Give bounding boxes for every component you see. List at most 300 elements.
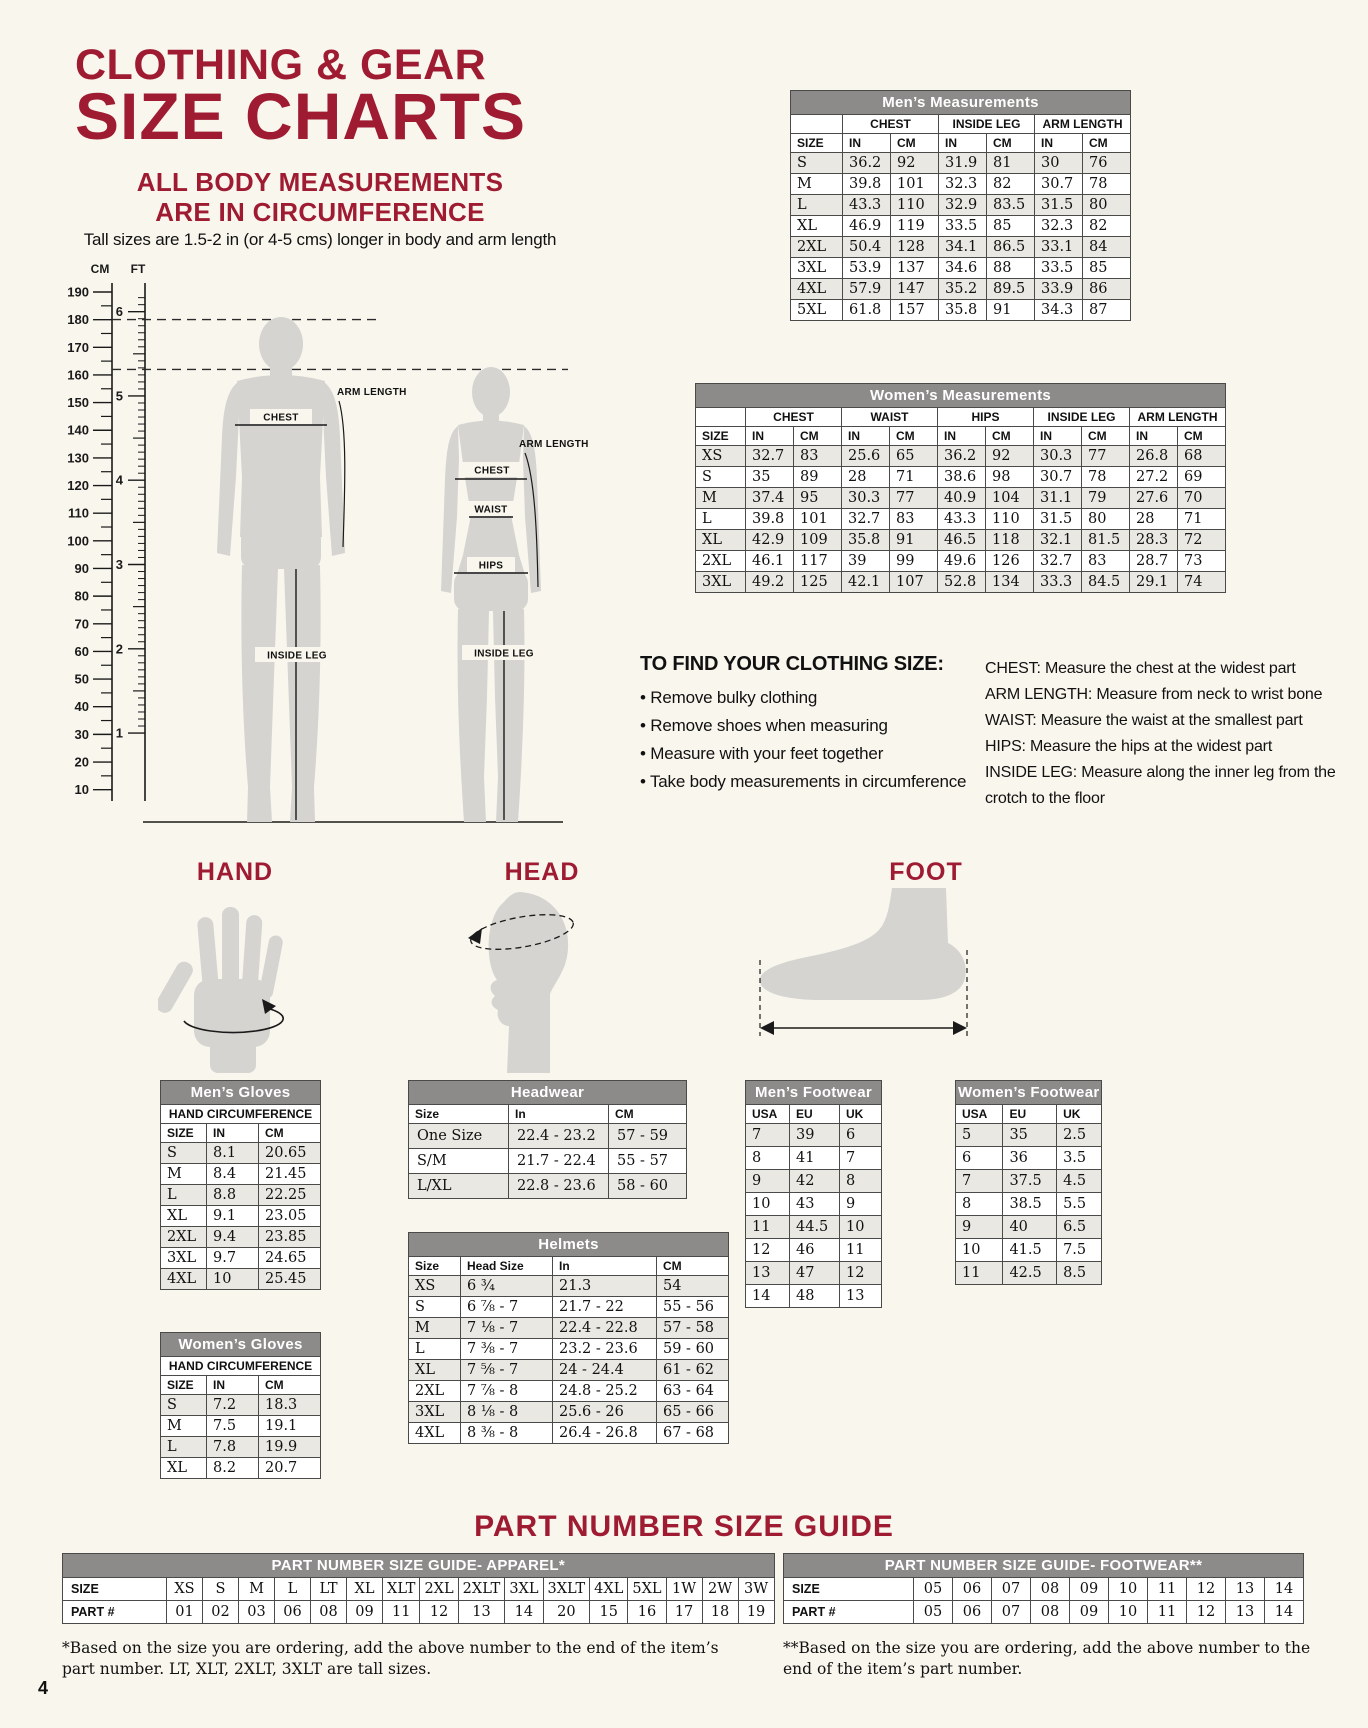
mens-measurements-table	[790, 90, 1131, 321]
cell: One Size	[409, 1124, 509, 1149]
cell: 44.5	[790, 1216, 840, 1239]
table-subheader: HAND CIRCUMFERENCE	[161, 1105, 321, 1124]
ruler-tick-label: 50	[74, 671, 89, 687]
ruler-tick-label: 140	[67, 422, 89, 438]
cell: 107	[890, 572, 938, 593]
cell: 21.3	[553, 1276, 657, 1297]
cell: 78	[1082, 467, 1130, 488]
ruler-tick-label: 110	[68, 505, 89, 521]
cell: 5XL	[791, 300, 843, 321]
cell: 7.2	[207, 1395, 259, 1416]
sizing-instructions	[640, 653, 1000, 796]
table	[160, 1080, 321, 1290]
cell: 57.9	[843, 279, 891, 300]
cell: 3XL	[161, 1248, 207, 1269]
table-title: PART NUMBER SIZE GUIDE- APPAREL*	[63, 1554, 775, 1578]
table-row	[63, 1578, 775, 1601]
table-row	[409, 1423, 729, 1444]
subtitle-line2: ARE IN CIRCUMFERENCE	[155, 196, 485, 227]
cell: 32.7	[842, 509, 890, 530]
cell: 9	[956, 1216, 1003, 1239]
table-title: Headwear	[409, 1081, 687, 1105]
cell: L	[409, 1339, 461, 1360]
cell: L	[696, 509, 746, 530]
column-header: IN	[939, 134, 987, 153]
cell: 05	[914, 1578, 953, 1601]
cell: 31.5	[1035, 195, 1083, 216]
column-group-header: HIPS	[938, 408, 1034, 427]
cell: 39	[790, 1124, 840, 1147]
cell: 2XL	[420, 1578, 458, 1601]
ruler-tick-label: 70	[74, 616, 89, 632]
cell: 9	[840, 1193, 882, 1216]
cell: 4XL	[590, 1578, 628, 1601]
cell: 42.5	[1003, 1262, 1057, 1285]
cell: S/M	[409, 1149, 509, 1174]
cell: 43	[790, 1193, 840, 1216]
column-group-header	[696, 408, 746, 427]
cell: 128	[891, 237, 939, 258]
female-inside-leg-label: INSIDE LEG	[474, 648, 534, 660]
cell: 7 ⅛ - 7	[461, 1318, 553, 1339]
cell: 78	[1083, 174, 1131, 195]
cell: 87	[1083, 300, 1131, 321]
cell: 25.6	[842, 446, 890, 467]
cell: 3XLT	[543, 1578, 590, 1601]
cell: 110	[891, 195, 939, 216]
tall-sizes-note: Tall sizes are 1.5-2 in (or 4-5 cms) longer in body and arm length	[83, 230, 557, 249]
ruler-tick-label: 170	[67, 339, 89, 355]
cell: 23.85	[259, 1227, 321, 1248]
cell: L	[161, 1185, 207, 1206]
cell: 2XLT	[458, 1578, 505, 1601]
column-header: IN	[938, 427, 986, 446]
cell: 11	[383, 1601, 420, 1624]
column-group-header: INSIDE LEG	[1034, 408, 1130, 427]
hand-illustration	[158, 893, 308, 1073]
cell: 33.1	[1035, 237, 1083, 258]
cell: 46.1	[746, 551, 794, 572]
table-row	[956, 1262, 1102, 1285]
table-row	[746, 1285, 882, 1308]
apparel-part-guide-table	[62, 1553, 775, 1624]
column-header: IN	[843, 134, 891, 153]
column-header: USA	[746, 1105, 790, 1124]
cell: S	[161, 1395, 207, 1416]
cell: 46.9	[843, 216, 891, 237]
ruler-tick-label: 180	[67, 312, 89, 328]
definition-arm-length: ARM LENGTH: Measure from neck to wrist bone	[985, 685, 1323, 703]
cell: SIZE	[63, 1578, 167, 1601]
male-inside-leg-label: INSIDE LEG	[267, 650, 327, 662]
cell: 82	[987, 174, 1035, 195]
cell: S	[409, 1297, 461, 1318]
table-row	[409, 1339, 729, 1360]
cell: 7 ⅝ - 7	[461, 1360, 553, 1381]
foot-section-heading: FOOT	[889, 858, 963, 886]
cell: 3.5	[1057, 1147, 1102, 1170]
column-header: Size	[409, 1105, 509, 1124]
table-row	[161, 1269, 321, 1290]
definition-inside-leg: INSIDE LEG: Measure along the inner leg from the crotch to the floor	[985, 763, 1336, 807]
column-header: CM	[986, 427, 1034, 446]
cell: 38.5	[1003, 1193, 1057, 1216]
table-row	[409, 1318, 729, 1339]
cell: 36	[1003, 1147, 1057, 1170]
cell: 98	[986, 467, 1034, 488]
cell: 48	[790, 1285, 840, 1308]
table-row	[696, 572, 1226, 593]
cell: PART #	[784, 1601, 914, 1624]
male-chest-label: CHEST	[263, 412, 299, 424]
column-header: EU	[790, 1105, 840, 1124]
cell: M	[239, 1578, 275, 1601]
column-header: CM	[1178, 427, 1226, 446]
cell: 83.5	[987, 195, 1035, 216]
cell: 147	[891, 279, 939, 300]
footwear-footnote: **Based on the size you are ordering, add the above number to the end of the item’s part number.	[783, 1639, 1311, 1678]
ruler-tick-label: 40	[74, 699, 89, 715]
table-row	[161, 1248, 321, 1269]
table-row	[956, 1170, 1102, 1193]
column-header: CM	[259, 1124, 321, 1143]
cell: 86.5	[987, 237, 1035, 258]
cell: 81	[987, 153, 1035, 174]
cell: 07	[992, 1578, 1031, 1601]
cell: 14	[1265, 1601, 1304, 1624]
column-header: CM	[259, 1376, 321, 1395]
cell: 22.8 - 23.6	[509, 1174, 609, 1199]
cell: 42.1	[842, 572, 890, 593]
cell: 9	[746, 1170, 790, 1193]
table-row	[696, 530, 1226, 551]
cell: 6 ⅞ - 7	[461, 1297, 553, 1318]
cell: 34.6	[939, 258, 987, 279]
column-header: SIZE	[791, 134, 843, 153]
cell: 8 ⅜ - 8	[461, 1423, 553, 1444]
table-row	[161, 1143, 321, 1164]
column-header: IN	[1034, 427, 1082, 446]
cell: 22.4 - 23.2	[509, 1124, 609, 1149]
cell: 84	[1083, 237, 1131, 258]
table	[695, 383, 1226, 593]
page-title	[75, 41, 527, 153]
cell: 23.2 - 23.6	[553, 1339, 657, 1360]
footwear-part-guide-table	[783, 1553, 1304, 1624]
column-header: EU	[1003, 1105, 1057, 1124]
headwear-table	[408, 1080, 687, 1199]
cell: 109	[794, 530, 842, 551]
cell: 25.45	[259, 1269, 321, 1290]
cell: 27.6	[1130, 488, 1178, 509]
mens-gloves-table	[160, 1080, 321, 1290]
table-row	[956, 1147, 1102, 1170]
cell: 06	[953, 1578, 992, 1601]
cell: 59 - 60	[657, 1339, 729, 1360]
table-title: Women’s Measurements	[696, 384, 1226, 408]
cell: 23.05	[259, 1206, 321, 1227]
cell: 6	[956, 1147, 1003, 1170]
cell: 25.6 - 26	[553, 1402, 657, 1423]
cell: XL	[161, 1458, 207, 1479]
ruler-tick-label: 190	[67, 284, 89, 300]
definition-hips: HIPS: Measure the hips at the widest part	[985, 737, 1273, 755]
cell: 12	[1187, 1601, 1226, 1624]
table	[790, 90, 1131, 321]
cell: 13	[840, 1285, 882, 1308]
cell: 2W	[702, 1578, 738, 1601]
cell: 13	[1226, 1578, 1265, 1601]
table-row	[409, 1174, 687, 1199]
table	[955, 1080, 1102, 1285]
table-title: Helmets	[409, 1233, 729, 1257]
cell: SIZE	[784, 1578, 914, 1601]
cell: L	[161, 1437, 207, 1458]
ruler-tick-label: 160	[67, 367, 89, 383]
cell: 27.2	[1130, 467, 1178, 488]
cell: 30	[1035, 153, 1083, 174]
table-row	[409, 1360, 729, 1381]
helmets-table	[408, 1232, 729, 1444]
cell: 11	[1148, 1601, 1187, 1624]
cell: 4XL	[791, 279, 843, 300]
cell: 7 ⅞ - 8	[461, 1381, 553, 1402]
cell: 55 - 57	[609, 1149, 687, 1174]
cell: 4.5	[1057, 1170, 1102, 1193]
column-group-header: CHEST	[746, 408, 842, 427]
table-row	[746, 1239, 882, 1262]
table-row	[409, 1149, 687, 1174]
table-row	[161, 1395, 321, 1416]
ruler-tick-label: 90	[74, 560, 89, 576]
table-row	[161, 1227, 321, 1248]
cell: S	[203, 1578, 239, 1601]
cell: 13	[458, 1601, 505, 1624]
column-header: SIZE	[696, 427, 746, 446]
definition-waist: WAIST: Measure the waist at the smallest part	[985, 711, 1303, 729]
cell: 28	[1130, 509, 1178, 530]
table	[783, 1553, 1304, 1624]
cell: 99	[890, 551, 938, 572]
table-row	[161, 1164, 321, 1185]
cell: 74	[1178, 572, 1226, 593]
cell: 32.9	[939, 195, 987, 216]
cell: 7	[840, 1147, 882, 1170]
cell: 3XL	[696, 572, 746, 593]
cell: 14	[505, 1601, 543, 1624]
instructions-heading: TO FIND YOUR CLOTHING SIZE:	[640, 653, 944, 675]
cell: 67 - 68	[657, 1423, 729, 1444]
cell: 117	[794, 551, 842, 572]
cell: 18.3	[259, 1395, 321, 1416]
table-row	[791, 300, 1131, 321]
table-row	[409, 1124, 687, 1149]
cell: 57 - 58	[657, 1318, 729, 1339]
cell: L	[275, 1578, 311, 1601]
table-row	[956, 1216, 1102, 1239]
cell: 16	[628, 1601, 666, 1624]
cell: 88	[987, 258, 1035, 279]
cell: 8.4	[207, 1164, 259, 1185]
cell: 85	[987, 216, 1035, 237]
cell: 80	[1083, 195, 1131, 216]
ruler-cm-label: CM	[90, 262, 110, 276]
cell: 17	[666, 1601, 702, 1624]
table-title: Men’s Gloves	[161, 1081, 321, 1105]
cell: 10	[207, 1269, 259, 1290]
table-row	[696, 551, 1226, 572]
column-header: CM	[987, 134, 1035, 153]
cell: M	[161, 1164, 207, 1185]
cell: 29.1	[1130, 572, 1178, 593]
column-header: CM	[609, 1105, 687, 1124]
cell: 3XL	[409, 1402, 461, 1423]
table	[745, 1080, 882, 1308]
page-title-line2: SIZE CHARTS	[75, 78, 527, 153]
cell: 36.2	[938, 446, 986, 467]
column-header: UK	[1057, 1105, 1102, 1124]
cell: 8 ⅛ - 8	[461, 1402, 553, 1423]
column-header: Size	[409, 1257, 461, 1276]
cell: 33.9	[1035, 279, 1083, 300]
womens-footwear-table	[955, 1080, 1102, 1285]
ruler-tick-label: 10	[74, 782, 89, 798]
cell: 12	[420, 1601, 458, 1624]
table-row	[696, 446, 1226, 467]
cell: 26.4 - 26.8	[553, 1423, 657, 1444]
column-header: CM	[1083, 134, 1131, 153]
cell: 8.1	[207, 1143, 259, 1164]
cell: 79	[1082, 488, 1130, 509]
table-row	[791, 216, 1131, 237]
male-silhouette	[217, 317, 345, 822]
cell: 3XL	[505, 1578, 543, 1601]
table-title: Men’s Measurements	[791, 91, 1131, 115]
cell: XS	[696, 446, 746, 467]
cell: 8.8	[207, 1185, 259, 1206]
table-row	[696, 509, 1226, 530]
cell: 83	[794, 446, 842, 467]
ruler-ft-label: FT	[130, 262, 146, 276]
cell: 82	[1083, 216, 1131, 237]
cell: 2XL	[409, 1381, 461, 1402]
ruler-tick-label: 100	[67, 533, 89, 549]
cell: 35	[1003, 1124, 1057, 1147]
cell: 31.5	[1034, 509, 1082, 530]
column-header: IN	[842, 427, 890, 446]
foot-arrowhead-left-icon	[760, 1021, 774, 1035]
cell: 30.3	[1034, 446, 1082, 467]
cell: 32.3	[939, 174, 987, 195]
cell: M	[791, 174, 843, 195]
table	[408, 1080, 687, 1199]
ruler-tick-label: 60	[74, 643, 89, 659]
female-hips-label: HIPS	[478, 560, 504, 572]
cell: L/XL	[409, 1174, 509, 1199]
cell: 09	[347, 1601, 383, 1624]
column-group-header	[791, 115, 843, 134]
instructions-list	[640, 684, 1000, 796]
table-row	[746, 1262, 882, 1285]
table-row	[746, 1170, 882, 1193]
cell: 08	[311, 1601, 347, 1624]
cell: 35.8	[939, 300, 987, 321]
cell: 101	[891, 174, 939, 195]
cell: 09	[1070, 1578, 1109, 1601]
cell: 8	[746, 1147, 790, 1170]
cell: 24.8 - 25.2	[553, 1381, 657, 1402]
cell: 77	[1082, 446, 1130, 467]
table-row	[784, 1578, 1304, 1601]
column-header: SIZE	[161, 1376, 207, 1395]
cell: 07	[992, 1601, 1031, 1624]
table-row	[956, 1124, 1102, 1147]
height-ruler	[67, 283, 145, 801]
cell: 30.7	[1034, 467, 1082, 488]
cell: 49.2	[746, 572, 794, 593]
cell: 77	[890, 488, 938, 509]
cell: 46.5	[938, 530, 986, 551]
cell: 61.8	[843, 300, 891, 321]
cell: 65	[890, 446, 938, 467]
column-header: USA	[956, 1105, 1003, 1124]
cell: 14	[746, 1285, 790, 1308]
cell: 20	[543, 1601, 590, 1624]
cell: 57 - 59	[609, 1124, 687, 1149]
cell: 13	[1226, 1601, 1265, 1624]
table-row	[746, 1193, 882, 1216]
cell: 104	[986, 488, 1034, 509]
column-group-header: WAIST	[842, 408, 938, 427]
cell: 80	[1082, 509, 1130, 530]
cell: 37.4	[746, 488, 794, 509]
column-header: CM	[1082, 427, 1130, 446]
table-row	[956, 1239, 1102, 1262]
cell: 71	[1178, 509, 1226, 530]
cell: 10	[746, 1193, 790, 1216]
cell: 47	[790, 1262, 840, 1285]
cell: 6	[840, 1124, 882, 1147]
cell: 72	[1178, 530, 1226, 551]
cell: 91	[987, 300, 1035, 321]
foot-illustration	[750, 888, 990, 1043]
cell: 81.5	[1082, 530, 1130, 551]
cell: XL	[347, 1578, 383, 1601]
table-row	[409, 1276, 729, 1297]
male-arm-length-label: ARM LENGTH	[337, 387, 407, 398]
cell: XLT	[383, 1578, 420, 1601]
cell: 101	[794, 509, 842, 530]
table	[62, 1553, 775, 1624]
cell: S	[161, 1143, 207, 1164]
cell: 89	[794, 467, 842, 488]
cell: 19.1	[259, 1416, 321, 1437]
cell: 40.9	[938, 488, 986, 509]
cell: 21.45	[259, 1164, 321, 1185]
cell: 33.5	[939, 216, 987, 237]
ruler-tick-label: 5	[115, 388, 123, 404]
cell: 125	[794, 572, 842, 593]
mens-footwear-table	[745, 1080, 882, 1308]
column-header: UK	[840, 1105, 882, 1124]
cell: 13	[746, 1262, 790, 1285]
column-header: In	[509, 1105, 609, 1124]
cell: 2.5	[1057, 1124, 1102, 1147]
ruler-tick-label: 20	[74, 754, 89, 770]
cell: 19	[738, 1601, 774, 1624]
female-arm-length-label: ARM LENGTH	[519, 439, 589, 450]
ruler-tick-label: 130	[67, 450, 89, 466]
